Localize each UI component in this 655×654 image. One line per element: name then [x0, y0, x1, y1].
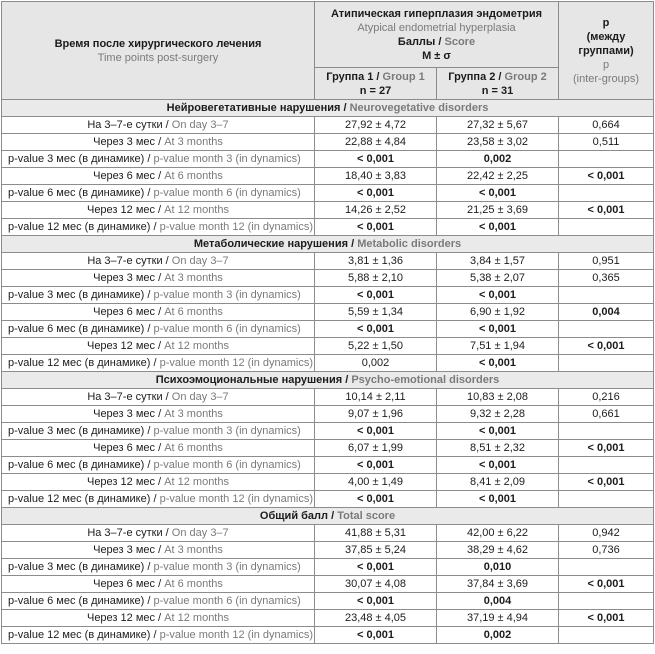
row-label-ru: На 3–7-е сутки: [87, 255, 163, 267]
header-group1-ru: Группа 1: [326, 70, 374, 83]
table-row: [2, 559, 654, 576]
row-label-ru: Через 3 мес: [93, 544, 156, 556]
row-label-sep: /: [162, 391, 172, 403]
group2-value: 21,25 ± 3,69: [437, 202, 559, 219]
row-label: [2, 253, 315, 270]
group2-value: 23,58 ± 3,02: [437, 134, 559, 151]
row-label-ru: p-value 6 мес (в динамике): [8, 459, 145, 471]
group1-value: 27,92 ± 4,72: [315, 117, 437, 134]
table-row: [2, 253, 654, 270]
group1-value: 4,00 ± 1,49: [315, 474, 437, 491]
row-label-en: p-value month 6 (in dynamics): [153, 595, 301, 607]
row-label-en: At 12 months: [164, 204, 229, 216]
row-label-en: p-value month 6 (in dynamics): [153, 459, 301, 471]
section-title: [2, 100, 654, 117]
section-row: [2, 508, 654, 525]
table-row: [2, 593, 654, 610]
header-group-title-cell: [315, 2, 559, 68]
p-value: 0,664: [559, 117, 654, 134]
row-label: [2, 219, 315, 236]
row-label: [2, 593, 315, 610]
group1-value: < 0,001: [315, 219, 437, 236]
group1-value: 5,22 ± 1,50: [315, 338, 437, 355]
section-title-sep: /: [342, 374, 352, 386]
row-label-sep: /: [155, 170, 165, 182]
group1-value: 22,88 ± 4,84: [315, 134, 437, 151]
row-label-ru: На 3–7-е сутки: [87, 527, 163, 539]
row-label-sep: /: [155, 272, 165, 284]
table-row: [2, 219, 654, 236]
p-value: < 0,001: [559, 474, 654, 491]
header-p-cell: [559, 2, 654, 100]
group1-value: < 0,001: [315, 185, 437, 202]
table-row: [2, 440, 654, 457]
row-label-ru: Через 6 мес: [93, 578, 156, 590]
row-label-sep: /: [144, 289, 154, 301]
row-label-en: At 6 months: [164, 306, 223, 318]
header-p-label: p: [602, 16, 610, 29]
p-value: [559, 185, 654, 202]
section-title: [2, 508, 654, 525]
header-group1-n: n = 27: [359, 84, 392, 97]
row-label-ru: p-value 6 мес (в динамике): [8, 187, 145, 199]
p-value: 0,661: [559, 406, 654, 423]
row-label-en: At 6 months: [164, 578, 223, 590]
group1-value: 23,48 ± 4,05: [315, 610, 437, 627]
group2-value: < 0,001: [437, 457, 559, 474]
header-group2-n: n = 31: [481, 84, 514, 97]
header-group1-en: Group 1: [382, 70, 425, 83]
row-label: [2, 440, 315, 457]
row-label-sep: /: [150, 493, 160, 505]
row-label-en: On day 3–7: [171, 527, 229, 539]
group2-value: 37,19 ± 4,94: [437, 610, 559, 627]
p-value: [559, 423, 654, 440]
row-label: [2, 525, 315, 542]
header-group2-en: Group 2: [504, 70, 547, 83]
group1-value: 3,81 ± 1,36: [315, 253, 437, 270]
row-label-sep: /: [150, 629, 160, 641]
group1-value: 9,07 ± 1,96: [315, 406, 437, 423]
group1-value: 0,002: [315, 355, 437, 372]
row-label-ru: p-value 3 мес (в динамике): [8, 153, 145, 165]
header-score-ru: Баллы: [397, 35, 436, 48]
row-label-sep: /: [162, 119, 172, 131]
table-row: [2, 389, 654, 406]
table-row: [2, 151, 654, 168]
table-row: [2, 627, 654, 644]
p-value: [559, 457, 654, 474]
row-label-sep: /: [155, 544, 165, 556]
p-value: 0,951: [559, 253, 654, 270]
header-score-en: Score: [444, 35, 476, 48]
row-label-ru: Через 6 мес: [93, 306, 156, 318]
header-group2-label: [441, 70, 554, 84]
section-title-ru: Нейровегетативные нарушения: [166, 102, 341, 114]
row-label-en: On day 3–7: [171, 255, 229, 267]
p-value: < 0,001: [559, 338, 654, 355]
row-label-sep: /: [144, 595, 154, 607]
row-label-ru: Через 12 мес: [86, 612, 155, 624]
row-label-en: At 3 months: [164, 408, 223, 420]
row-label-ru: p-value 12 мес (в динамике): [8, 221, 151, 233]
row-label: [2, 117, 315, 134]
row-label: [2, 542, 315, 559]
row-label-sep: /: [155, 442, 165, 454]
row-label-sep: /: [150, 357, 160, 369]
row-label-en: p-value month 3 (in dynamics): [153, 153, 301, 165]
group1-value: 37,85 ± 5,24: [315, 542, 437, 559]
row-label: [2, 355, 315, 372]
row-label-en: p-value month 6 (in dynamics): [153, 323, 301, 335]
group2-value: 0,002: [437, 627, 559, 644]
section-title-en: Total score: [337, 510, 396, 522]
row-label-en: At 3 months: [164, 136, 223, 148]
row-label: [2, 474, 315, 491]
row-label: [2, 389, 315, 406]
section-title-ru: Метаболические нарушения: [193, 238, 349, 250]
group1-value: 5,88 ± 2,10: [315, 270, 437, 287]
row-label-en: At 12 months: [164, 340, 229, 352]
row-label-ru: p-value 3 мес (в динамике): [8, 425, 145, 437]
row-label: [2, 627, 315, 644]
group1-value: 6,07 ± 1,99: [315, 440, 437, 457]
table-row: [2, 610, 654, 627]
group2-value: < 0,001: [437, 321, 559, 338]
row-label-en: p-value month 3 (in dynamics): [153, 425, 301, 437]
p-value: 0,942: [559, 525, 654, 542]
section-row: [2, 236, 654, 253]
table-row: [2, 576, 654, 593]
row-label-en: p-value month 12 (in dynamics): [159, 493, 314, 505]
row-label-sep: /: [162, 527, 172, 539]
row-label-en: At 6 months: [164, 442, 223, 454]
group2-value: < 0,001: [437, 423, 559, 440]
group1-value: < 0,001: [315, 287, 437, 304]
header-timepoint-ru: Время после хирургического лечения: [54, 37, 262, 50]
header-group2-cell: [437, 68, 559, 100]
row-label-ru: Через 12 мес: [86, 204, 155, 216]
p-value: 0,004: [559, 304, 654, 321]
table-header: [2, 2, 654, 100]
table-row: [2, 287, 654, 304]
group2-value: 37,84 ± 3,69: [437, 576, 559, 593]
header-stat: M ± σ: [422, 49, 451, 62]
row-label-ru: p-value 12 мес (в динамике): [8, 493, 151, 505]
results-table: [1, 1, 654, 644]
table-body: [2, 100, 654, 644]
p-value: 0,216: [559, 389, 654, 406]
header-group-title-en: Atypical endometrial hyperplasia: [357, 21, 516, 34]
table-row: [2, 168, 654, 185]
p-value: < 0,001: [559, 202, 654, 219]
table-row: [2, 423, 654, 440]
row-label: [2, 202, 315, 219]
row-label-en: p-value month 12 (in dynamics): [159, 221, 314, 233]
row-label-en: p-value month 3 (in dynamics): [153, 561, 301, 573]
header-p-en: (inter-groups): [573, 72, 640, 85]
table-row: [2, 134, 654, 151]
header-group-title-ru: Атипическая гиперплазия эндометрия: [331, 7, 543, 20]
group2-value: 8,41 ± 2,09: [437, 474, 559, 491]
group1-value: 10,14 ± 2,11: [315, 389, 437, 406]
header-group1-cell: [315, 68, 437, 100]
row-label-en: On day 3–7: [171, 119, 229, 131]
p-value: < 0,001: [559, 576, 654, 593]
row-label: [2, 270, 315, 287]
table-row: [2, 457, 654, 474]
table-row: [2, 304, 654, 321]
group1-value: < 0,001: [315, 627, 437, 644]
group2-value: 38,29 ± 4,62: [437, 542, 559, 559]
row-label-sep: /: [155, 136, 165, 148]
table-row: [2, 202, 654, 219]
header-group1-label: [319, 70, 432, 84]
row-label-sep: /: [150, 221, 160, 233]
group2-value: 8,51 ± 2,32: [437, 440, 559, 457]
row-label-ru: Через 12 мес: [86, 340, 155, 352]
p-value: [559, 627, 654, 644]
p-value: [559, 219, 654, 236]
row-label-en: p-value month 6 (in dynamics): [153, 187, 301, 199]
table-row: [2, 491, 654, 508]
p-value: 0,736: [559, 542, 654, 559]
table-row: [2, 406, 654, 423]
row-label-ru: p-value 3 мес (в динамике): [8, 289, 145, 301]
group2-value: 10,83 ± 2,08: [437, 389, 559, 406]
header-timepoint-en: Time points post-surgery: [97, 51, 219, 64]
row-label: [2, 304, 315, 321]
row-label-ru: На 3–7-е сутки: [87, 391, 163, 403]
group2-value: 0,004: [437, 593, 559, 610]
row-label: [2, 406, 315, 423]
row-label: [2, 185, 315, 202]
row-label-sep: /: [155, 204, 165, 216]
group2-value: 0,002: [437, 151, 559, 168]
p-value: < 0,001: [559, 168, 654, 185]
p-value: 0,511: [559, 134, 654, 151]
row-label-sep: /: [155, 408, 165, 420]
group2-value: 3,84 ± 1,57: [437, 253, 559, 270]
row-label-sep: /: [144, 459, 154, 471]
row-label: [2, 457, 315, 474]
table-row: [2, 542, 654, 559]
section-title-en: Metabolic disorders: [357, 238, 462, 250]
group2-value: 7,51 ± 1,94: [437, 338, 559, 355]
table-row: [2, 185, 654, 202]
row-label: [2, 338, 315, 355]
group1-value: < 0,001: [315, 151, 437, 168]
header-score-sep: /: [435, 35, 445, 48]
row-label-ru: p-value 6 мес (в динамике): [8, 323, 145, 335]
header-group1-sep: /: [373, 70, 383, 83]
p-value: < 0,001: [559, 610, 654, 627]
group2-value: < 0,001: [437, 287, 559, 304]
row-label-en: At 3 months: [164, 544, 223, 556]
section-title: [2, 372, 654, 389]
group2-value: 22,42 ± 2,25: [437, 168, 559, 185]
group1-value: < 0,001: [315, 321, 437, 338]
table-row: [2, 117, 654, 134]
table-row: [2, 355, 654, 372]
row-label-sep: /: [144, 187, 154, 199]
p-value: [559, 559, 654, 576]
group1-value: < 0,001: [315, 491, 437, 508]
row-label-en: At 6 months: [164, 170, 223, 182]
section-row: [2, 100, 654, 117]
group2-value: < 0,001: [437, 219, 559, 236]
section-title-sep: /: [340, 102, 350, 114]
p-value: < 0,001: [559, 440, 654, 457]
row-label-sep: /: [155, 612, 165, 624]
row-label-ru: p-value 12 мес (в динамике): [8, 357, 151, 369]
row-label-en: p-value month 12 (in dynamics): [159, 629, 314, 641]
header-score: [319, 35, 554, 49]
p-value: [559, 355, 654, 372]
group2-value: < 0,001: [437, 185, 559, 202]
group1-value: 14,26 ± 2,52: [315, 202, 437, 219]
row-label-ru: Через 3 мес: [93, 408, 156, 420]
p-value: 0,365: [559, 270, 654, 287]
section-title-sep: /: [348, 238, 358, 250]
p-value: [559, 321, 654, 338]
row-label-ru: p-value 6 мес (в динамике): [8, 595, 145, 607]
group2-value: 27,32 ± 5,67: [437, 117, 559, 134]
section-title-en: Psycho-emotional disorders: [351, 374, 500, 386]
group1-value: < 0,001: [315, 593, 437, 610]
row-label-en: At 12 months: [164, 476, 229, 488]
row-label-sep: /: [144, 323, 154, 335]
group2-value: < 0,001: [437, 355, 559, 372]
row-label-sep: /: [155, 476, 165, 488]
row-label: [2, 321, 315, 338]
p-value: [559, 491, 654, 508]
row-label: [2, 491, 315, 508]
section-title-en: Neurovegetative disorders: [349, 102, 489, 114]
header-timepoint-cell: [2, 2, 315, 100]
header-p-ru: (между группами): [578, 30, 634, 57]
group1-value: < 0,001: [315, 559, 437, 576]
table-row: [2, 270, 654, 287]
group2-value: 9,32 ± 2,28: [437, 406, 559, 423]
section-title-ru: Общий балл: [259, 510, 329, 522]
group2-value: 5,38 ± 2,07: [437, 270, 559, 287]
p-value: [559, 151, 654, 168]
row-label-en: p-value month 12 (in dynamics): [159, 357, 314, 369]
row-label: [2, 134, 315, 151]
row-label-ru: Через 3 мес: [93, 272, 156, 284]
group2-value: 42,00 ± 6,22: [437, 525, 559, 542]
row-label-sep: /: [155, 578, 165, 590]
group1-value: < 0,001: [315, 423, 437, 440]
row-label-en: On day 3–7: [171, 391, 229, 403]
table-row: [2, 525, 654, 542]
row-label-ru: Через 12 мес: [86, 476, 155, 488]
row-label: [2, 168, 315, 185]
row-label-en: At 12 months: [164, 612, 229, 624]
row-label-ru: Через 3 мес: [93, 136, 156, 148]
row-label: [2, 610, 315, 627]
table-row: [2, 338, 654, 355]
row-label: [2, 151, 315, 168]
row-label-sep: /: [162, 255, 172, 267]
row-label-ru: Через 6 мес: [93, 442, 156, 454]
group1-value: 41,88 ± 5,31: [315, 525, 437, 542]
table-row: [2, 474, 654, 491]
row-label: [2, 576, 315, 593]
row-label-ru: p-value 3 мес (в динамике): [8, 561, 145, 573]
table-row: [2, 321, 654, 338]
group1-value: 18,40 ± 3,83: [315, 168, 437, 185]
row-label: [2, 423, 315, 440]
row-label-sep: /: [144, 425, 154, 437]
group1-value: < 0,001: [315, 457, 437, 474]
header-p-en-p: p: [602, 58, 610, 71]
section-title-ru: Психоэмоциональные нарушения: [155, 374, 343, 386]
header-group2-ru: Группа 2: [448, 70, 496, 83]
row-label: [2, 559, 315, 576]
p-value: [559, 287, 654, 304]
group2-value: 6,90 ± 1,92: [437, 304, 559, 321]
p-value: [559, 593, 654, 610]
row-label-ru: p-value 12 мес (в динамике): [8, 629, 151, 641]
row-label-en: At 3 months: [164, 272, 223, 284]
group1-value: 5,59 ± 1,34: [315, 304, 437, 321]
row-label-sep: /: [144, 561, 154, 573]
row-label-sep: /: [155, 306, 165, 318]
group1-value: 30,07 ± 4,08: [315, 576, 437, 593]
group2-value: 0,010: [437, 559, 559, 576]
row-label-sep: /: [155, 340, 165, 352]
group2-value: < 0,001: [437, 491, 559, 508]
row-label-en: p-value month 3 (in dynamics): [153, 289, 301, 301]
section-title-sep: /: [328, 510, 338, 522]
header-group2-sep: /: [495, 70, 505, 83]
row-label-ru: На 3–7-е сутки: [87, 119, 163, 131]
row-label-ru: Через 6 мес: [93, 170, 156, 182]
section-row: [2, 372, 654, 389]
section-title: [2, 236, 654, 253]
row-label: [2, 287, 315, 304]
row-label-sep: /: [144, 153, 154, 165]
